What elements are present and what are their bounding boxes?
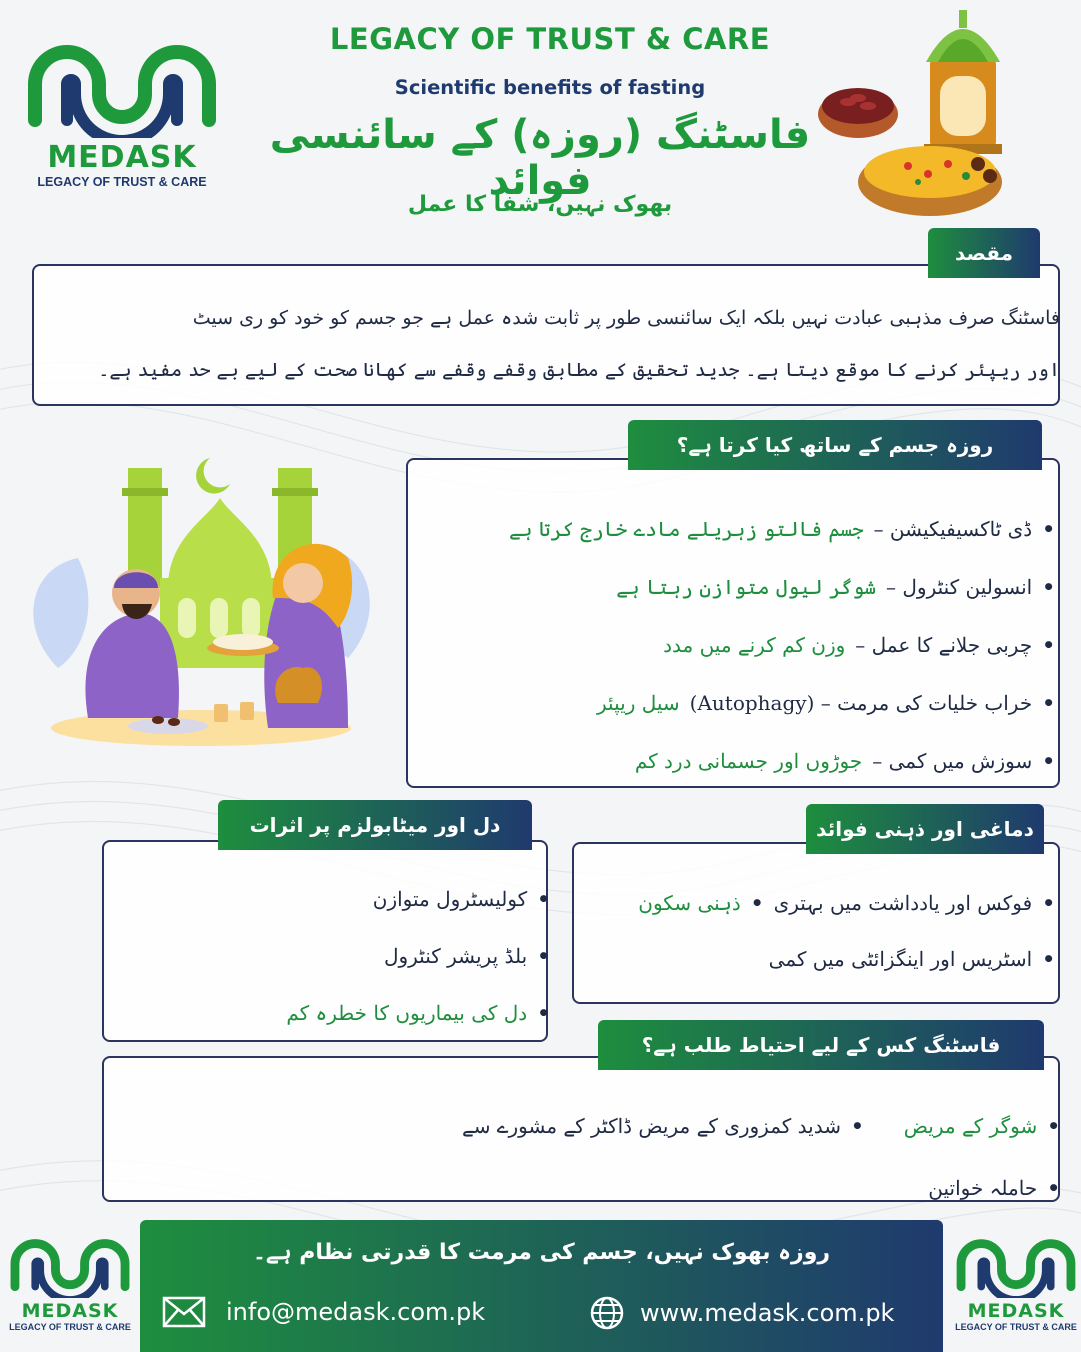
footer-website-text: www.medask.com.pk [640,1299,895,1327]
footer-quote: روزہ بھوک نہیں، جسم کی مرمت کا قدرتی نظام ہے۔ [252,1240,831,1265]
heart-list [120,870,550,1041]
list-item: • بلڈ پریشر کنٹرول [383,943,550,968]
infinity-logo-icon [956,1236,1076,1298]
infinity-logo-icon [27,40,217,138]
brain-tab: دماغی اور ذہنی فوائد [806,804,1044,854]
list-item: • اسٹریس اور اینگزائٹی میں کمی [768,947,1055,971]
mail-icon [162,1296,206,1328]
logo-tagline: LEGACY OF TRUST & CARE [9,1322,131,1332]
caution-list [120,1095,1060,1219]
list-item: • چربی جلانے کا عمل – وزن کم کرنے میں مدد [663,633,1055,657]
logo-tagline: LEGACY OF TRUST & CARE [955,1322,1077,1332]
footer-email-text: info@medask.com.pk [226,1298,486,1326]
logo-name: MEDASK [967,1300,1065,1322]
list-item: • فوکس اور یادداشت میں بہتری • ذہنی سکون [638,891,1055,915]
header-urdu-tagline: بھوک نہیں، شفا کا عمل [407,192,673,217]
footer-website-link[interactable] [590,1296,894,1330]
heart-tab: دل اور میٹابولزم پر اثرات [218,800,532,850]
body-effects-list [420,500,1055,790]
purpose-text [50,292,1060,396]
logo-tagline: LEGACY OF TRUST & CARE [37,175,207,189]
list-item: • انسولین کنٹرول – شوگر لیول متوازن رہتا ہے [616,575,1055,599]
list-item: • ڈی ٹاکسیفیکیشن – جسم فالتو زہریلے مادے خارج کرتا ہے [509,517,1055,541]
brain-list [585,875,1055,987]
infinity-logo-icon [8,1236,132,1298]
header-urdu-title: فاسٹنگ (روزہ) کے سائنسی فوائد [269,112,811,204]
footer-email-link[interactable] [162,1296,485,1328]
purpose-line-1: فاسٹنگ صرف مذہبی عبادت نہیں بلکہ ایک سائنسی طور پر ثابت شدہ عمل ہے جو جسم کو خود کو ری سیٹ [192,307,1060,329]
medask-logo-bottom-right [952,1236,1080,1332]
iftar-couple-illustration [18,448,384,746]
logo-name: MEDASK [21,1300,119,1322]
list-item: • دل کی بیماریوں کا خطرہ کم [286,1000,550,1025]
body-effects-tab: روزہ جسم کے ساتھ کیا کرتا ہے؟ [628,420,1042,470]
list-item: • کولیسٹرول متوازن [372,886,550,911]
header-title: LEGACY OF TRUST & CARE [329,22,771,56]
globe-icon [590,1296,624,1330]
footer-banner [140,1220,943,1352]
lantern-dates-illustration [818,6,1018,218]
medask-logo [22,40,222,189]
list-item: • حاملہ خواتین [928,1176,1060,1200]
list-item: • شوگر کے مریض • شدید کمزوری کے مریض ڈاکٹر کے مشورے سے [461,1114,1060,1138]
purpose-line-2: اور ریپئر کرنے کا موقع دیتا ہے۔ جدید تحقیق کے مطابق وقفے وقفے سے کھانا صحت کے لیے بے حد مفید ہے۔ [98,359,1060,381]
header-subtitle: Scientific benefits of fasting [394,76,706,99]
list-item: • سوزش میں کمی – جوڑوں اور جسمانی درد کم [634,749,1055,773]
medask-logo-bottom-left [4,1236,136,1332]
purpose-tab: مقصد [928,228,1040,278]
caution-tab: فاسٹنگ کس کے لیے احتیاط طلب ہے؟ [598,1020,1044,1070]
logo-name: MEDASK [47,140,197,175]
list-item: • خراب خلیات کی مرمت – (Autophagy) سیل ریپئر [597,691,1055,715]
